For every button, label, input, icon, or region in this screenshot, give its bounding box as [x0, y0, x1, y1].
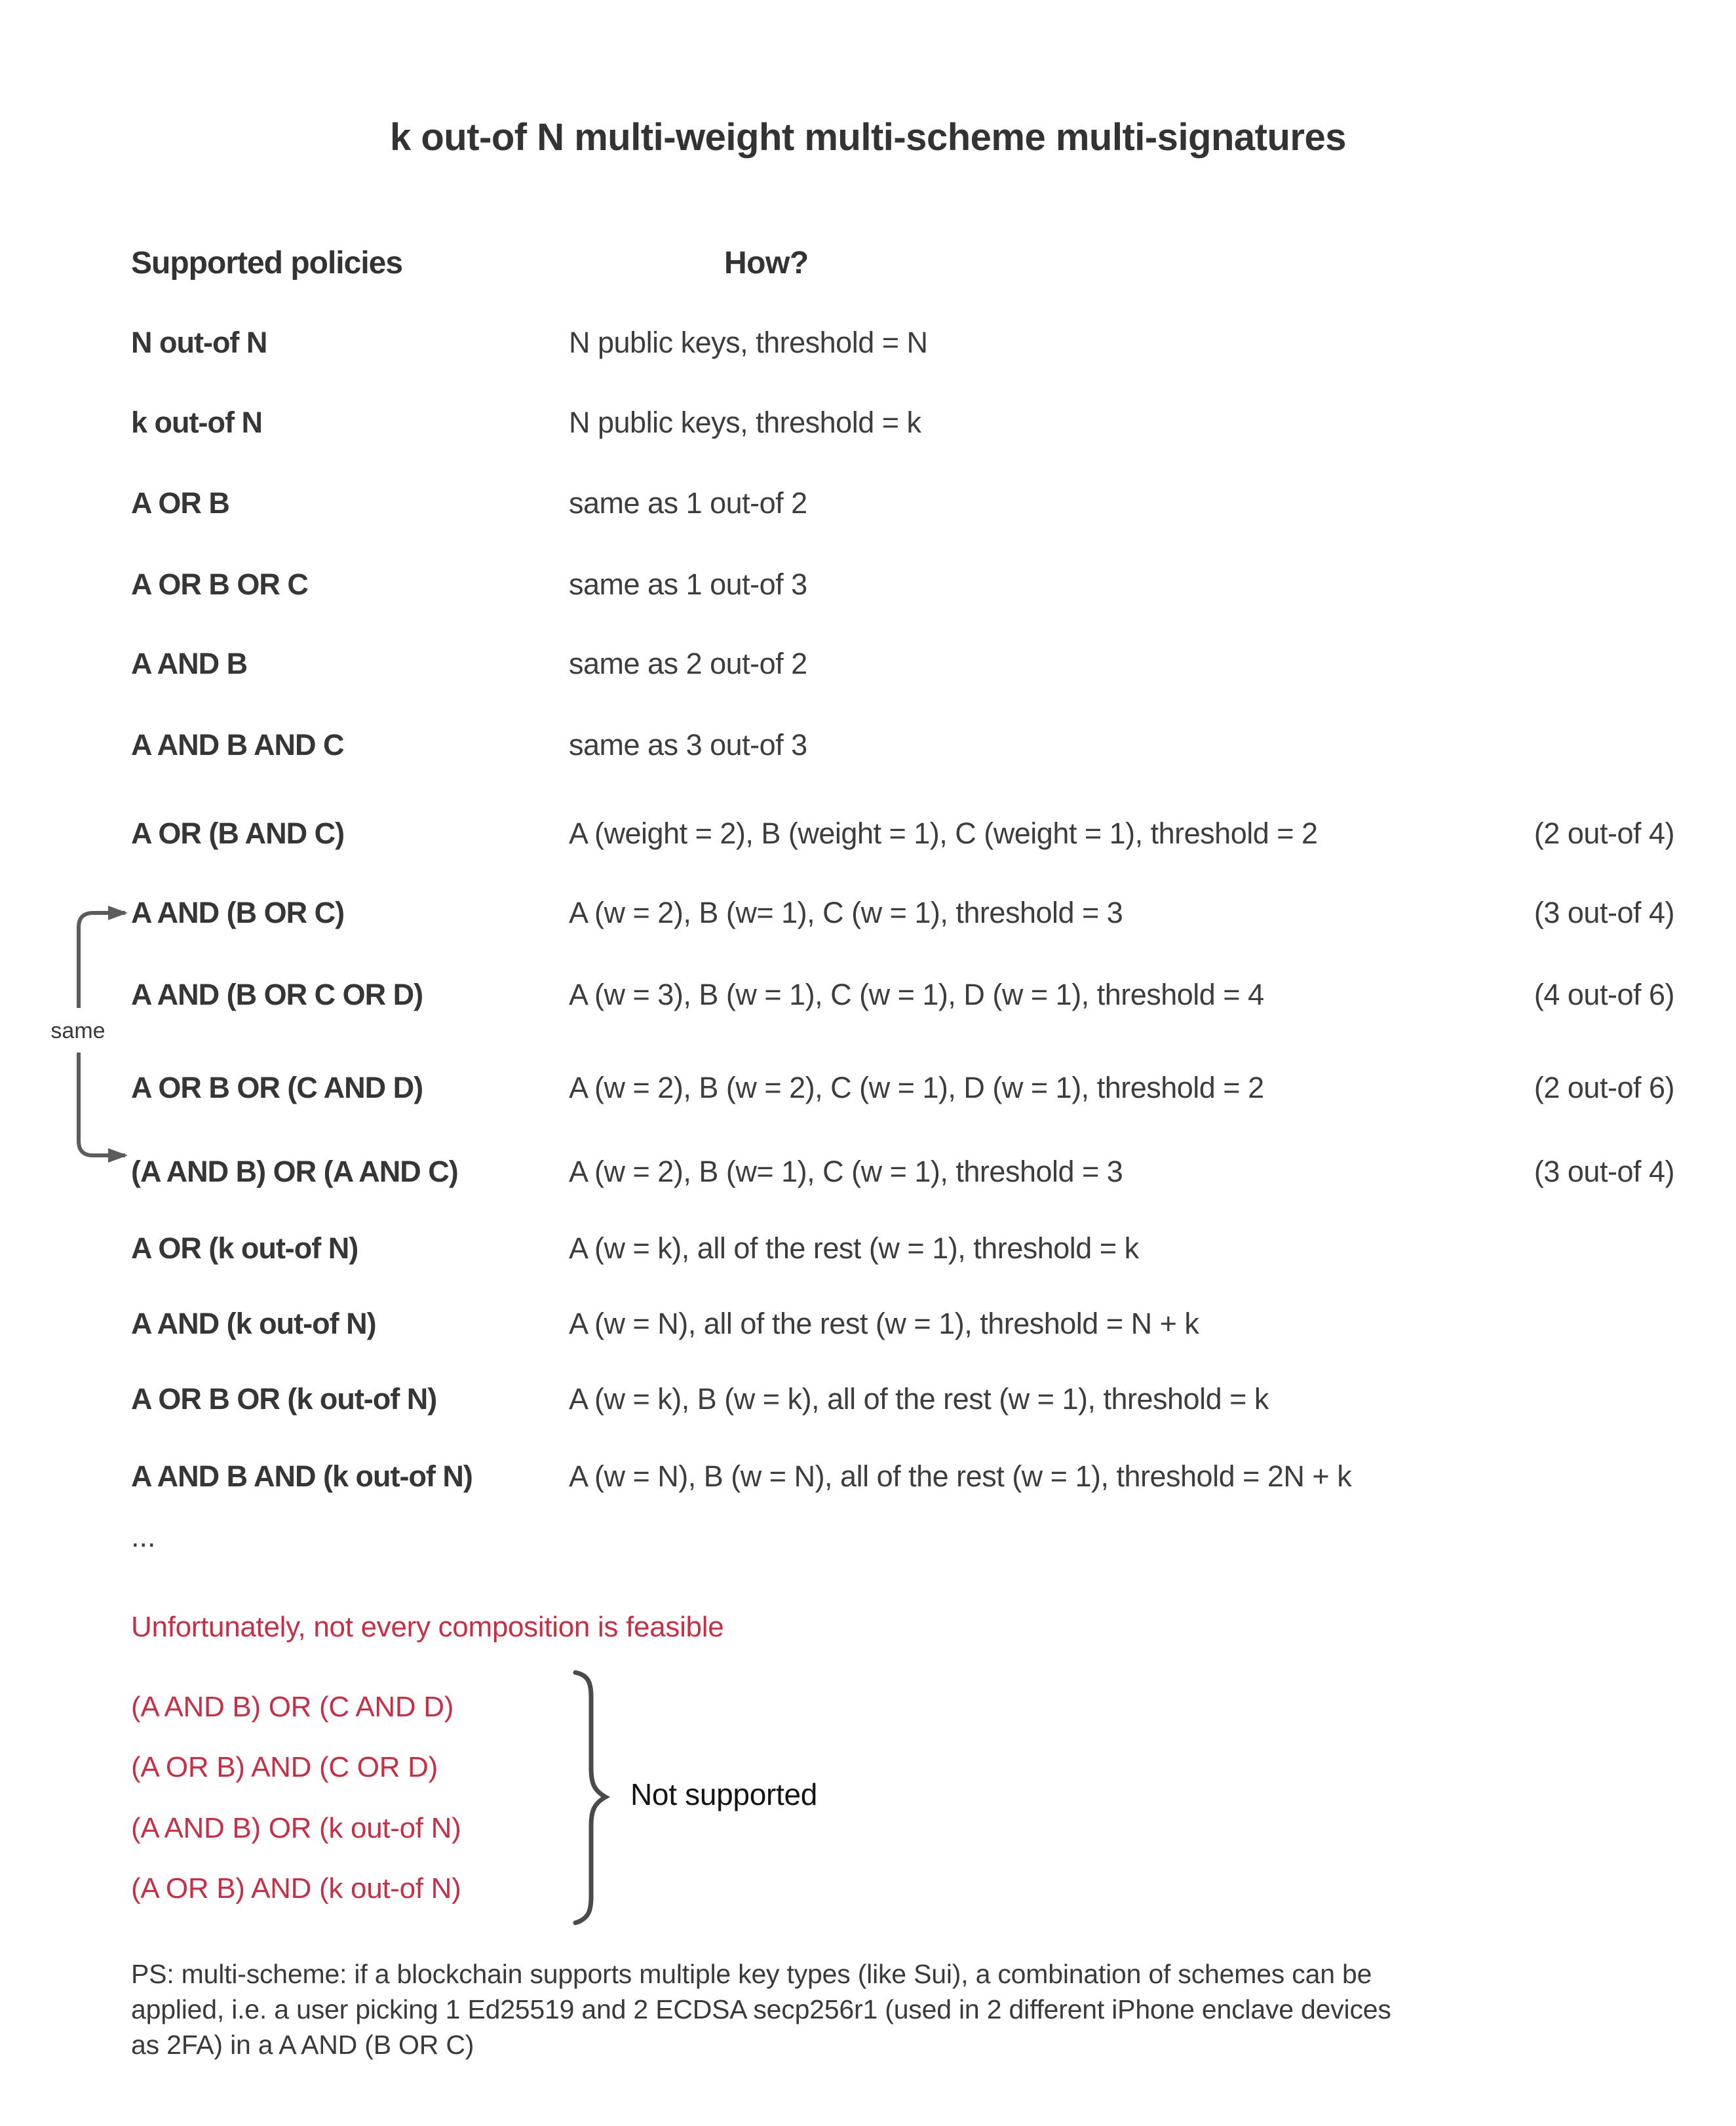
table-row — [0, 1229, 1736, 1268]
ps-line: PS: multi-scheme: if a blockchain supports multiple key types (like Sui), a combination of schemes can be — [131, 1959, 1372, 1989]
ps-line: as 2FA) in a A AND (B OR C) — [131, 2030, 474, 2060]
policy-cell: A AND B AND (k out-of N) — [131, 1459, 473, 1493]
table-row — [0, 975, 1736, 1015]
table-row — [0, 1152, 1736, 1191]
ellipsis-row — [0, 1517, 1736, 1556]
policy-cell: A AND (B OR C) — [131, 896, 345, 929]
how-cell: A (weight = 2), B (weight = 1), C (weight = 1), threshold = 2 — [569, 817, 1318, 850]
column-header-how: How? — [724, 246, 809, 280]
table-row — [0, 1068, 1736, 1108]
policy-cell: A AND B AND C — [131, 728, 344, 762]
note-cell: (3 out-of 4) — [1533, 1155, 1674, 1188]
policy-cell: A OR B OR (C AND D) — [131, 1071, 423, 1104]
ellipsis-text: ... — [131, 1520, 156, 1553]
table-row — [0, 1457, 1736, 1496]
how-cell: same as 3 out-of 3 — [569, 728, 807, 762]
how-cell: same as 1 out-of 3 — [569, 568, 807, 601]
how-cell: A (w = 2), B (w= 1), C (w = 1), threshold = 3 — [569, 1155, 1123, 1188]
how-cell: A (w = 2), B (w = 2), C (w = 1), D (w = 1), threshold = 2 — [569, 1071, 1264, 1104]
column-header-policies: Supported policies — [131, 246, 403, 280]
table-row — [0, 725, 1736, 765]
how-cell: N public keys, threshold = N — [569, 326, 928, 359]
infeasible-item: (A AND B) OR (k out-of N) — [131, 1812, 461, 1844]
not-supported-brace-icon — [571, 1670, 617, 1927]
table-row — [0, 1304, 1736, 1343]
policy-cell: N out-of N — [131, 326, 267, 359]
table-row — [0, 403, 1736, 442]
table-row — [0, 814, 1736, 853]
how-cell: same as 1 out-of 2 — [569, 486, 807, 520]
policy-cell: A OR B OR C — [131, 568, 308, 601]
how-cell: A (w = 2), B (w= 1), C (w = 1), threshold = 3 — [569, 896, 1123, 929]
policy-cell: A AND B — [131, 647, 248, 680]
same-label: same — [50, 1018, 106, 1043]
table-row — [0, 323, 1736, 362]
policy-cell: A AND (k out-of N) — [131, 1307, 376, 1340]
how-cell: A (w = N), all of the rest (w = 1), threshold = N + k — [569, 1307, 1199, 1340]
infeasible-item: (A AND B) OR (C AND D) — [131, 1691, 454, 1723]
table-row — [0, 644, 1736, 684]
not-supported-label: Not supported — [630, 1777, 818, 1811]
how-cell: A (w = k), all of the rest (w = 1), threshold = k — [569, 1231, 1139, 1265]
how-cell: A (w = N), B (w = N), all of the rest (w = 1), threshold = 2N + k — [569, 1459, 1352, 1493]
policy-cell: A OR (B AND C) — [131, 817, 345, 850]
policy-cell: A OR B OR (k out-of N) — [131, 1382, 437, 1416]
table-row — [0, 1380, 1736, 1419]
infeasible-heading: Unfortunately, not every composition is feasible — [131, 1611, 724, 1643]
policy-cell: A OR (k out-of N) — [131, 1231, 358, 1265]
how-cell: A (w = 3), B (w = 1), C (w = 1), D (w = 1), threshold = 4 — [569, 978, 1264, 1011]
policy-cell: (A AND B) OR (A AND C) — [131, 1155, 458, 1188]
policy-cell: k out-of N — [131, 406, 262, 439]
policy-cell: A OR B — [131, 486, 229, 520]
how-cell: N public keys, threshold = k — [569, 406, 921, 439]
table-row — [0, 484, 1736, 523]
note-cell: (4 out-of 6) — [1533, 978, 1674, 1011]
page-title: k out-of N multi-weight multi-scheme multi-signatures — [389, 116, 1346, 159]
note-cell: (2 out-of 4) — [1533, 817, 1674, 850]
table-row — [0, 565, 1736, 604]
note-cell: (2 out-of 6) — [1533, 1071, 1674, 1104]
infeasible-item: (A OR B) AND (k out-of N) — [131, 1872, 461, 1904]
infeasible-item: (A OR B) AND (C OR D) — [131, 1751, 438, 1783]
table-row — [0, 893, 1736, 933]
policy-cell: A AND (B OR C OR D) — [131, 978, 423, 1011]
table-header-row — [0, 244, 1736, 283]
ps-note — [131, 1956, 1658, 2062]
note-cell: (3 out-of 4) — [1533, 896, 1674, 929]
how-cell: A (w = k), B (w = k), all of the rest (w = 1), threshold = k — [569, 1382, 1269, 1416]
ps-line: applied, i.e. a user picking 1 Ed25519 and 2 ECDSA secp256r1 (used in 2 different iPhone enclave devices — [131, 1994, 1391, 2024]
how-cell: same as 2 out-of 2 — [569, 647, 807, 680]
